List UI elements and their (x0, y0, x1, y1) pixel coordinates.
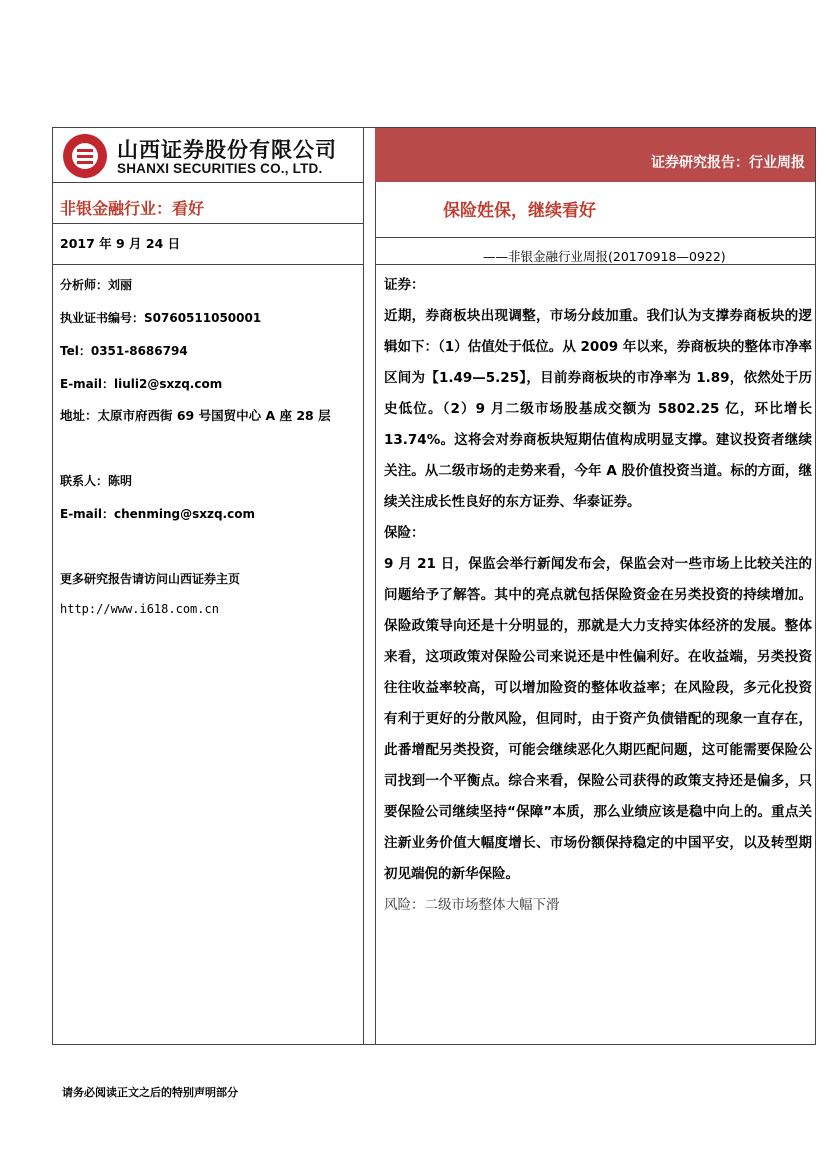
header-band (375, 128, 815, 182)
section-heading-insurance: 保险： (384, 525, 425, 541)
column-divider-inner (375, 128, 376, 1045)
row-divider-industry (53, 223, 363, 224)
analyst-name: 分析师：刘丽 (60, 278, 133, 292)
report-title: 保险姓保，继续看好 (443, 201, 596, 221)
disclaimer-note: 请务必阅读正文之后的特别声明部分 (62, 1086, 238, 1099)
row-divider-date (53, 264, 363, 265)
report-date: 2017 年 9 月 24 日 (60, 236, 181, 251)
paragraph-securities: 近期，券商板块出现调整，市场分歧加重。我们认为支撑券商板块的逻辑如下：（1）估值处于低位。从 2009 年以来，券商板块的整体市净率区间为【1.49—5.25】，目前券商板块的市净率为 1.89，依然处于历史低位。（2）9 月二级市场股基成交额为 5802.25 亿，环比增长 13.74%。这将会对券商板块短期估值构成明显支撑。建议投资者继续关注。从二级市场的走势来看，今年 A 股价值投资当道。标的方面，继续关注成长性良好的东方证券、华泰证券。 (384, 308, 812, 510)
report-subtitle: ——非银金融行业周报(20170918—0922) (483, 249, 726, 264)
website-link[interactable]: http://www.i618.com.cn (60, 602, 219, 616)
analyst-email[interactable]: E-mail：liuli2@sxzq.com (60, 377, 223, 391)
company-logo (53, 128, 363, 182)
column-divider (363, 128, 364, 1045)
industry-rating: 非银金融行业：看好 (60, 199, 205, 218)
logo-seal-icon (63, 134, 107, 178)
analyst-tel: Tel：0351-8686794 (60, 344, 188, 358)
report-type: 证券研究报告：行业周报 (651, 155, 805, 171)
more-reports-note: 更多研究报告请访问山西证券主页 (60, 572, 241, 586)
office-address: 地址：太原市府西街 69 号国贸中心 A 座 28 层 (60, 408, 331, 423)
row-divider-header (53, 182, 363, 183)
company-name-cn: 山西证券股份有限公司 (117, 138, 337, 162)
row-divider-title (375, 237, 815, 238)
paragraph-insurance: 9 月 21 日，保监会举行新闻发布会，保监会对一些市场上比较关注的问题给予了解答。其中的亮点就包括保险资金在另类投资的持续增加。保险政策导向还是十分明显的，那就是大力支持实体经济的发展。整体来看，这项政策对保险公司来说还是中性偏利好。在收益端，另类投资往往收益率较高，可以增加险资的整体收益率；在风险段，多元化投资有利于更好的分散风险，但同时，由于资产负债错配的现象一直存在，此番增配另类投资，可能会继续恶化久期匹配问题，这可能需要保险公司找到一个平衡点。综合来看，保险公司获得的政策支持还是偏多，只要保险公司继续坚持“保障”本质，那么业绩应该是稳中向上的。重点关注新业务价值大幅度增长、市场份额保持稳定的中国平安，以及转型期初见端倪的新华保险。 (384, 556, 812, 882)
contact-email[interactable]: E-mail：chenming@sxzq.com (60, 507, 255, 521)
company-name-en: SHANXI SECURITIES CO., LTD. (117, 161, 323, 176)
report-body (384, 270, 812, 921)
license-number: 执业证书编号：S0760511050001 (60, 311, 262, 325)
section-heading-securities: 证券： (384, 277, 425, 293)
risk-note: 风险：二级市场整体大幅下滑 (384, 897, 560, 913)
contact-name: 联系人：陈明 (60, 474, 133, 488)
